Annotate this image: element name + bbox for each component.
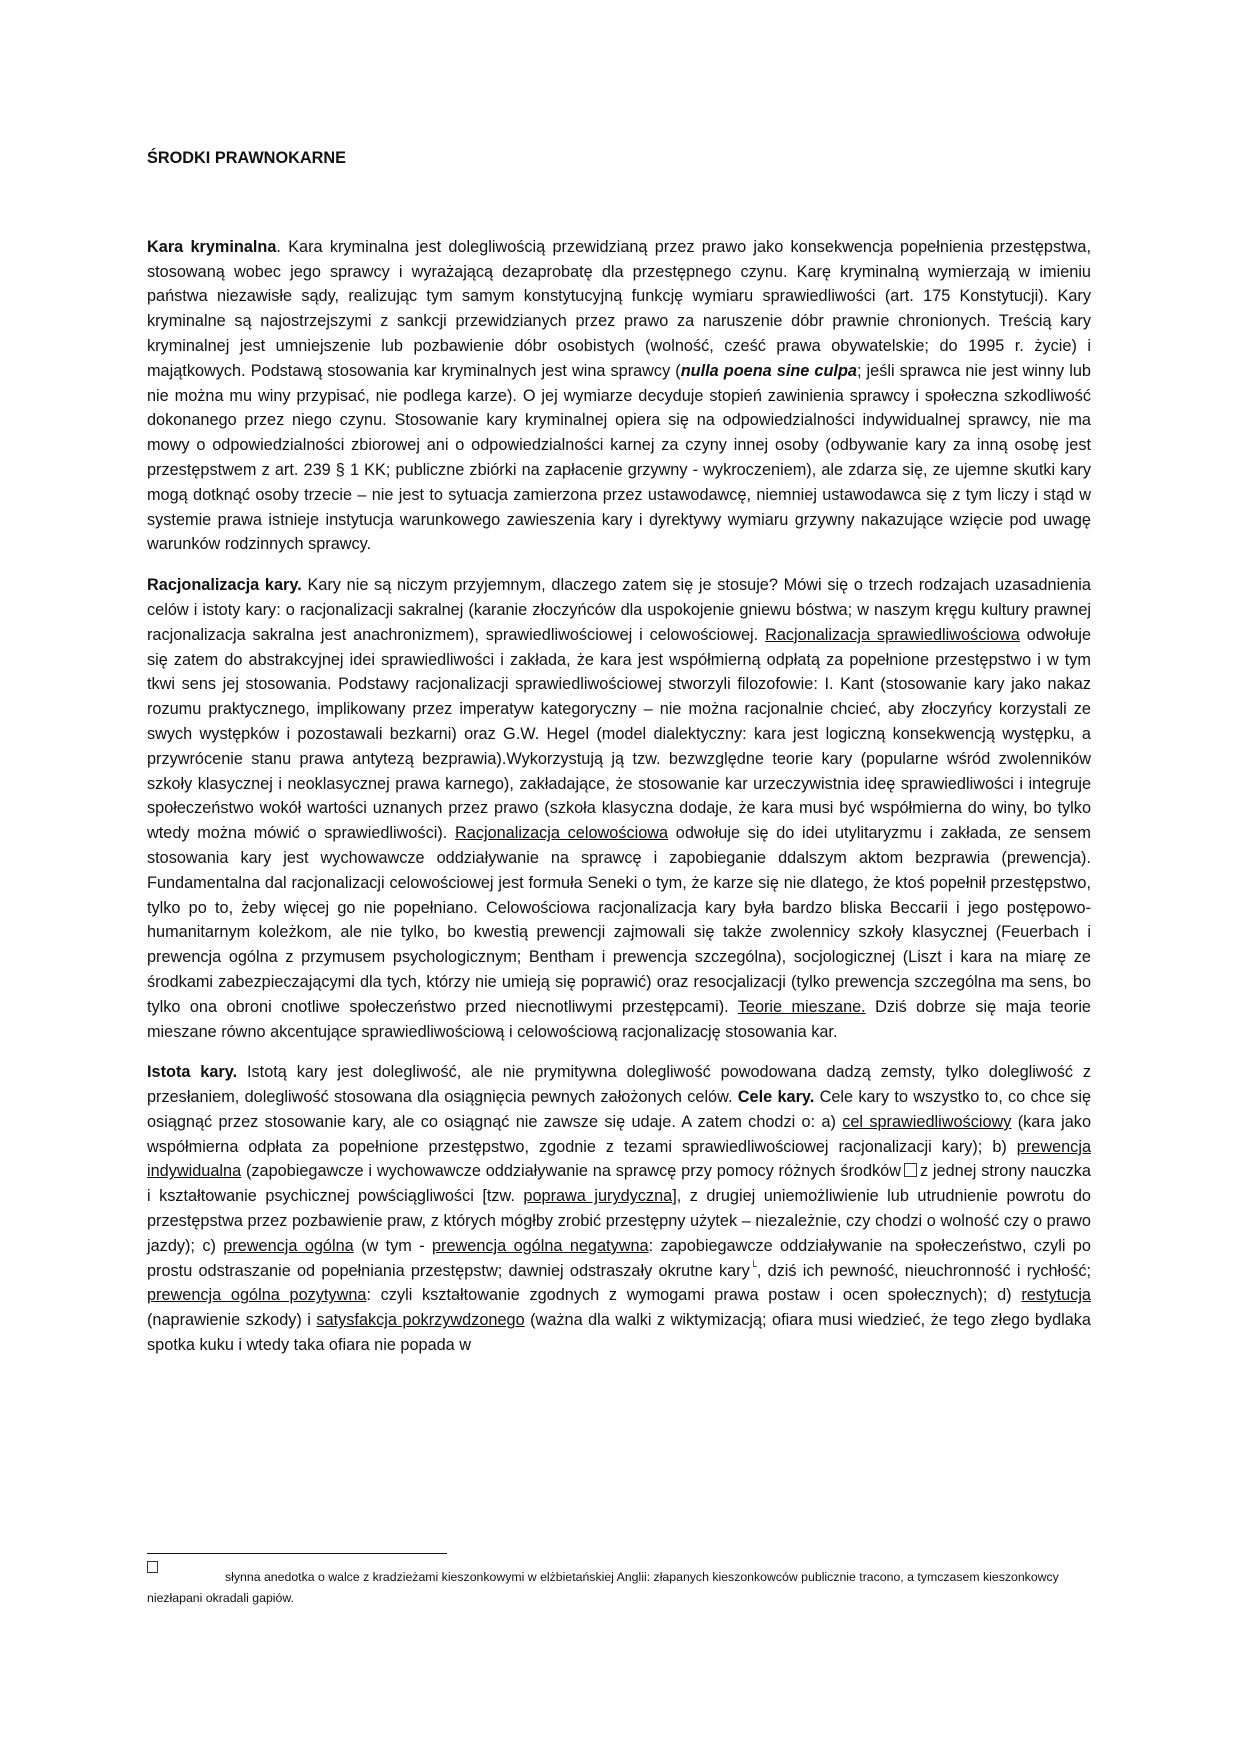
footnote-text: słynna anedotka o walce z kradzieżami kieszonkowymi w elżbietańskiej Anglii: złapanych kieszonkowców publicznie tracono, a tymczasem kieszonkowcy niezłapani okradali gapiów.	[147, 1570, 1059, 1605]
footnote-separator	[147, 1553, 447, 1554]
term-cel-sprawiedliwosciowy: cel sprawiedliwościowy	[842, 1112, 1012, 1131]
paragraph-racjonalizacja	[147, 573, 1091, 1044]
document-page	[147, 146, 1091, 1358]
term-teorie-mieszane: Teorie mieszane.	[737, 997, 866, 1016]
term-restytucja: restytucja	[1021, 1286, 1091, 1305]
term-prewencja-ogolna: prewencja ogólna	[223, 1236, 354, 1255]
text: (ważna dla walki z wiktymizacją; ofiara musi wiedzieć, że tego złego bydlaka spotka kuku i wtedy taka ofiara nie popada w	[147, 1311, 1091, 1355]
text: Cele kary to wszystko to, co chce się osiągnąć przez stosowanie kary, ale co osiągnąć nie zawsze się udaje. A zatem chodzi o: a)	[147, 1088, 1091, 1131]
term-satysfakcja: satysfakcja pokrzywdzonego	[316, 1311, 525, 1330]
term-celowosciowa: Racjonalizacja celowościowa	[455, 824, 669, 843]
text: ; jeśli sprawca nie jest winny lub nie można mu winy przypisać, nie podlega karze). O jej wymiarze decyduje stopień zawinienia sprawcy i społeczna szkodliwość dokonanego przez niego czynu. Stosowanie kary kryminalnej opiera się na odpowiedzialności indywidualnej sprawcy, nie ma mowy o odpowiedzialności zbiorowej ani o odpowiedzialności karnej za czyny innej osoby (odbywanie kary za inną osobę jest przestępstwem z art. 239 § 1 KK; publiczne zbiórki na zapłacenie grzywny - wykroczeniem), ale zdarza się, ze ujemne skutki kary mogą dotknąć osoby trzecie – nie jest to sytuacja zamierzona przez ustawodawcę, niemniej ustawodawca się z tym liczy i stąd w systemie prawa istnieje instytucja warunkowego zawieszenia kary i dyrektywy wymiaru grzywny nakazujące wzięcie pod uwagę warunków rodzinnych sprawcy.	[147, 361, 1091, 554]
text: ], z drugiej uniemożliwienie lub utrudnienie powrotu do przestępstwa przez pozbawienie praw, z których mógłby zrobić przestępny użytek – niezależnie, czy chodzi o wolność czy o prawo jazdy); c)	[147, 1187, 1091, 1255]
term-prewencja-ogolna-negatywna: prewencja ogólna negatywna	[432, 1236, 649, 1255]
text: odwołuje się do idei utylitaryzmu i zakłada, ze sensem stosowania kary jest wychowawcze oddziaływanie na sprawcę i zapobieganie ddalszym aktom bezprawia (prewencja). Fundamentalna dal racjonalizacji celowościowej jest formuła Seneki o tym, że karze się nie dlatego, że ktoś popełnił przestępstwo, tylko po to, żeby więcej go nie popełniano. Celowościowa racjonalizacja kary była bardzo bliska Beccarii i jego postępowo-humanitarnym koleżkom, ale nie tylko, bo kwestią prewencji zajmowali się także zwolennicy szkoły klasycznej (Feuerbach i prewencja ogólna z przymusem psychologicznym; Bentham i prewencja szczególna), socjologicznej (Liszt i kara na miarę ze środkami zabezpieczającymi dla tych, którzy nie umieją się poprawić) oraz resocjalizacji (tylko prewencja szczególna ma sens, bo tylko ona obroni cnotliwe społeczeństwo przed niecnotliwymi przestępcami).	[147, 824, 1091, 1016]
paragraph-istota	[147, 1060, 1091, 1358]
text: Dziś dobrze się maja teorie mieszane równo akcentujące sprawiedliwościową i celowościową racjonalizację stosowania kar.	[147, 997, 1091, 1041]
arrow-symbol-icon	[904, 1163, 917, 1177]
text: : czyli kształtowanie zgodnych z wymogami prawa postaw i ocen społecznych); d)	[366, 1286, 1022, 1305]
text: z jednej strony nauczka i kształtowanie psychicznej powściągliwości [tzw.	[147, 1162, 1091, 1206]
text: Kary nie są niczym przyjemnym, dlaczego zatem się je stosuje? Mówi się o trzech rodzajach uzasadnienia celów i istoty kary: o racjonalizacji sakralnej (karanie złoczyńców dla uspokojenie gniewu bóstwa; w naszym kręgu kultury prawnej racjonalizacja sakralna jest anachronizmem), sprawiedliwościowej i celowościowej.	[147, 576, 1091, 644]
heading-racjonalizacja: Racjonalizacja kary.	[147, 576, 302, 595]
heading-cele: Cele kary.	[737, 1088, 815, 1107]
document-title: ŚRODKI PRAWNOKARNE	[147, 149, 346, 167]
text: : zapobiegawcze oddziaływanie na społeczeństwo, czyli po prostu odstraszanie od popełniania przestępstw; dawniej odstraszały okrutne kary	[147, 1236, 1091, 1280]
term-poprawa-jurydyczna: poprawa jurydyczna	[523, 1187, 673, 1206]
footnote-ref-icon[interactable]: └	[749, 1261, 757, 1273]
term-sprawiedliwosciowa: Racjonalizacja sprawiedliwościowa	[765, 625, 1020, 644]
text: , dziś ich pewność, nieuchronność i rychłość;	[756, 1261, 1091, 1280]
text: odwołuje się zatem do abstrakcyjnej idei sprawiedliwości i zakłada, że kara jest współmierną odpłatą za popełnione przestępstwo i w tym tkwi sens jej stosowania. Podstawy racjonalizacji sprawiedliwościowej stworzyli filozofowie: I. Kant (stosowanie kary jako nakaz rozumu praktycznego, implikowany przez imperatyw kategoryczny – nie można racjonalnie chcieć, aby złoczyńcy korzystali ze swych występków i pozostawali bezkarni) oraz G.W. Hegel (model dialektyczny: kara jest logiczną konsekwencją występku, a przywrócenie stanu prawa antytezą bezprawia).Wykorzystują ją tzw. bezwzględne teorie kary (popularne wśród zwolenników szkoły klasycznej i neoklasycznej prawa karnego), zakładające, że stosowanie kar urzeczywistnia ideę sprawiedliwości i integruje społeczeństwo wokół wartości uznanych przez prawo (szkoła klasyczna dodaje, że kara musi być współmierna do winy, bo tylko wtedy można mówić o sprawiedliwości).	[147, 625, 1091, 843]
term-prewencja-ogolna-pozytywna: prewencja ogólna pozytywna	[147, 1286, 367, 1305]
text: Istotą kary jest dolegliwość, ale nie prymitywna dolegliwość powodowana dadzą zemsty, tylko dolegliwość z przesłaniem, dolegliwość stosowana dla osiągnięcia pewnych założonych celów.	[147, 1063, 1091, 1107]
text: (naprawienie szkody) i	[147, 1311, 317, 1330]
text: (w tym -	[353, 1236, 432, 1255]
heading-kara-kryminalna: Kara kryminalna	[147, 237, 277, 256]
footnote	[147, 1567, 1091, 1609]
paragraph-kara-kryminalna	[147, 235, 1091, 557]
latin-maxim: nulla poena sine culpa	[680, 361, 857, 380]
text: (zapobiegawcze i wychowawcze oddziaływanie na sprawcę przy pomocy różnych środków	[241, 1162, 901, 1181]
term-prewencja-indywidualna: prewencja indywidualna	[147, 1137, 1091, 1181]
text: . Kara kryminalna jest dolegliwością przewidzianą przez prawo jako konsekwencja popełnienia przestępstwa, stosowaną wobec jego sprawcy i wyrażającą dezaprobatę dla przestępnego czynu. Karę kryminalną wymierzają w imieniu państwa niezawisłe sądy, realizując tym samym konstytucyjną funkcję wymiaru sprawiedliwości (art. 175 Konstytucji). Kary kryminalne są najostrzejszymi z sankcji przewidzianych przez prawo za naruszenie dóbr prawnie chronionych. Treścią kary kryminalnej jest umniejszenie lub pozbawienie dóbr osobistych (wolność, cześć prawa obywatelskie; do 1995 r. życie) i majątkowych. Podstawą stosowania kar kryminalnych jest wina sprawcy (	[147, 237, 1091, 380]
text: (kara jako współmierna odpłata za popełnione przestępstwo, zgodnie z tezami sprawiedliwościowej racjonalizacji kary); b)	[147, 1112, 1091, 1156]
heading-istota: Istota kary.	[147, 1063, 238, 1082]
